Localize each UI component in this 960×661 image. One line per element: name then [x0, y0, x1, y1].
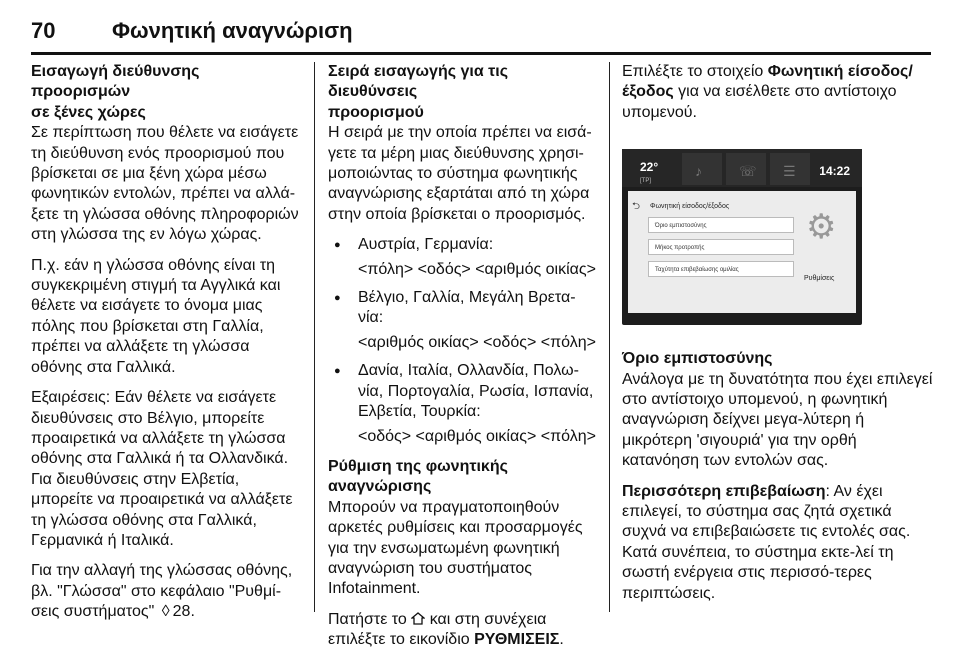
settings-label: Ρυθμίσεις: [804, 275, 835, 283]
paragraph: Περισσότερη επιβεβαίωση: Αν έχει επιλεγεί, το σύστημα σας ζητά σχετικά συχνά να επιβεβαιώσετε τις εντολές σας. Κατά συνέπεια, το σύστημα εκτε-λεί τη σωστή ενέργεια στις περισσό-τερες περιπτώσεις.: [622, 482, 911, 602]
page-ref: 28.: [172, 603, 195, 621]
phone-icon: ☏: [739, 163, 757, 180]
section-heading: Όριο εμπιστοσύνης: [622, 350, 773, 368]
home-icon: [411, 611, 425, 628]
page-number: 70: [31, 18, 56, 43]
clock: 14:22: [819, 164, 850, 179]
tp-indicator: [TP]: [640, 178, 652, 185]
menu-title: Φωνητική είσοδος/έξοδος: [650, 203, 730, 211]
gear-icon: ⚙: [806, 208, 837, 247]
paragraph: Ανάλογα με τη δυνατότητα που έχει επιλεγεί στο αντίστοιχο υπομενού, η φωνητική αναγνώριση δείχνει μεγα-λύτερη ή μικρότερη 'σιγουριά' για την ορθή κατανόηση των εντολών σας.: [622, 370, 933, 470]
music-icon: ♪: [695, 163, 702, 180]
paragraph: Μπορούν να πραγματοποιηθούν αρκετές ρυθμίσεις και προσαρμογές για την ενσωματωμένη φωνητική αναγνώριση του συστήματος Infotainment.: [328, 498, 583, 598]
paragraph: Εξαιρέσεις: Εάν θέλετε να εισάγετε διευθύνσεις στο Βέλγιο, μπορείτε προαιρετικά να αλλάξετε τη γλώσσα οθόνης στα Γαλλικά ή τα Ολλανδικά. Για διευθύνσεις στην Ελβετία, μπορείτε να προαιρετικά να αλλάξετε τη γλώσσα οθόνης στα Γαλλικά, Γερμανικά ή Ιταλικά.: [31, 389, 293, 549]
settings-panel: [628, 191, 856, 313]
paragraph: Π.χ. εάν η γλώσσα οθόνης είναι τη συγκεκριμένη στιγμή τα Αγγλικά και θέλετε να εισάγετε το όνομα μιας πόλης που βρίσκεται στη Γαλλία, πρέπει να αλλάξετε τη γλώσσα οθόνης στα Γαλλικά.: [31, 256, 281, 376]
tab[interactable]: [726, 153, 766, 185]
column-1: [31, 62, 301, 633]
menu-item[interactable]: Ταχύτητα επιβεβαίωσης ομιλίας: [648, 261, 794, 277]
column-divider-2: [609, 62, 610, 612]
back-arrow-icon[interactable]: ⮌: [632, 201, 641, 213]
list-item: ● Βέλγιο, Γαλλία, Μεγάλη Βρετα-νία: <αριθμός οικίας> <οδός> <πόλη>: [328, 288, 600, 353]
status-bar: [622, 149, 862, 187]
section-heading: Σειρά εισαγωγής για τις διευθύνσεις προορισμού: [328, 63, 509, 121]
paragraph: Σε περίπτωση που θέλετε να εισάγετε τη διεύθυνση ενός προορισμού που βρίσκεται σε μια ξένη χώρα μέσω φωνητικών εντολών, πρέπει να αλλά-ξετε τη γλώσσα οθόνης πληροφοριών στη γλώσσα της εν λόγω χώρας.: [31, 124, 299, 244]
tab[interactable]: [682, 153, 722, 185]
column-divider-1: [314, 62, 315, 612]
list-item: ● Αυστρία, Γερμανία: <πόλη> <οδός> <αριθμός οικίας>: [328, 235, 600, 280]
page-ref-icon: ◊: [161, 603, 170, 621]
paragraph: Επιλέξτε το στοιχείο Φωνητική είσοδος/έξοδος για να εισέλθετε στο αντίστοιχο υπομενού.: [622, 63, 913, 121]
column-3: [622, 62, 934, 614]
tab[interactable]: [770, 153, 810, 185]
section-heading: Ρύθμιση της φωνητικής αναγνώρισης: [328, 457, 508, 496]
infotainment-screenshot: [622, 149, 862, 325]
list-item: ● Δανία, Ιταλία, Ολλανδία, Πολω-νία, Πορτογαλία, Ρωσία, Ισπανία, Ελβετία, Τουρκία: <οδός> <αριθμός οικίας> <πόλη>: [328, 361, 600, 447]
header-rule: [31, 52, 931, 55]
column-2: [328, 62, 600, 661]
section-heading: Εισαγωγή διεύθυνσης προορισμών σε ξένες χώρες: [31, 63, 200, 121]
page-header: [0, 0, 960, 56]
address-order-list: [328, 235, 600, 447]
paragraph: Η σειρά με την οποία πρέπει να εισά-γετε τα μέρη μιας διεύθυνσης χρησι-μοποιώντας το σύστημα φωνητικής αναγνώρισης εξαρτάται από τη χώρα στην οποία βρίσκεται ο προορισμός.: [328, 124, 592, 223]
page-title: Φωνητική αναγνώριση: [112, 18, 353, 43]
menu-item[interactable]: Όριο εμπιστοσύνης: [648, 217, 794, 233]
menu-icon: ☰: [783, 163, 796, 180]
temperature: 22°: [640, 160, 659, 175]
paragraph: Πατήστε το και στη συνέχεια επιλέξτε το εικονίδιο ΡΥΘΜΙΣΕΙΣ.: [328, 610, 564, 649]
paragraph: Για την αλλαγή της γλώσσας οθόνης, βλ. "Γλώσσα" στο κεφάλαιο "Ρυθμί-σεις συστήματος" ◊ 28.: [31, 561, 301, 622]
menu-item[interactable]: Μήκος προτροπής: [648, 239, 794, 255]
